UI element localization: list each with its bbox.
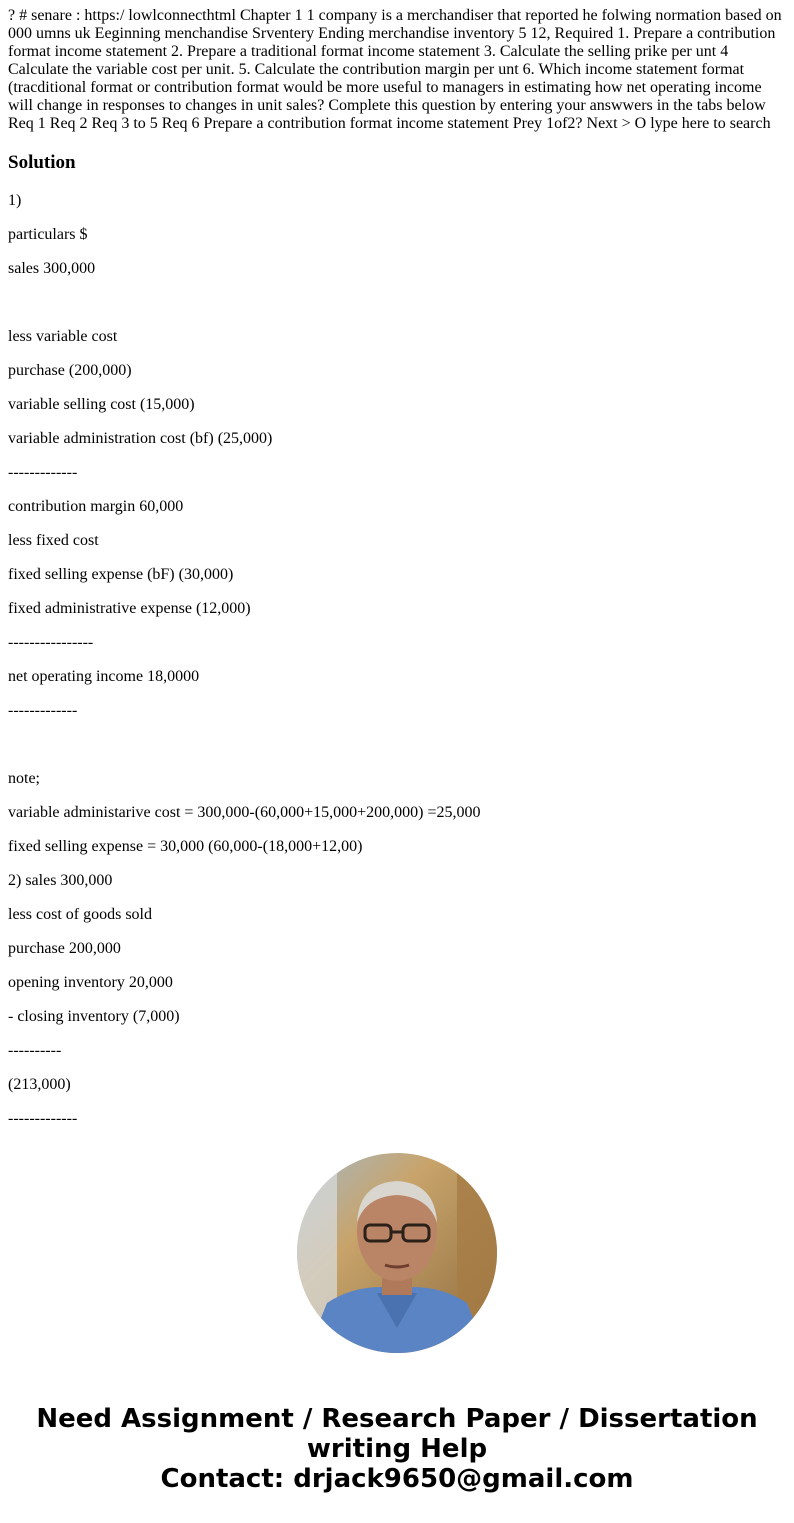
solution-line [8, 736, 788, 770]
solution-line: - closing inventory (7,000) [8, 1008, 180, 1025]
solution-line: fixed selling expense = 30,000 (60,000-(18,000+12,00) [8, 838, 363, 855]
solution-line: opening inventory 20,000 [8, 974, 173, 991]
solution-line: variable selling cost (15,000) [8, 396, 195, 413]
solution-line: less variable cost [8, 328, 118, 345]
avatar [297, 1153, 497, 1353]
solution-line: (213,000) [8, 1076, 71, 1093]
solution-line: 2) sales 300,000 [8, 872, 113, 889]
solution-line: purchase (200,000) [8, 362, 132, 379]
solution-line: contribution margin 60,000 [8, 498, 184, 515]
avatar-portrait [297, 1153, 497, 1353]
solution-line: ------------- [8, 1110, 78, 1127]
solution-line: note; [8, 770, 40, 787]
promo-line-2: writing Help [306, 1434, 488, 1464]
solution-line: less cost of goods sold [8, 906, 152, 923]
solution-line [8, 294, 788, 328]
solution-line: net operating income 18,0000 [8, 668, 200, 685]
solution-line: sales 300,000 [8, 260, 96, 277]
solution-lines [8, 192, 788, 1144]
solution-line: ---------- [8, 1042, 62, 1059]
question-text: ? # senare : https:/ lowlconnecthtml Chapter 1 1 company is a merchandiser that reported he folwing normation based on 000 umns uk Eeginning menchandise Srventery Ending merchandise inventory 5 12, Required 1. Prepare a contribution format income statement 2. Prepare a traditional format income statement 3. Calculate the selling prike per unt 4 Calculate the variable cost per unit. 5. Calculate the contribution margin per unt 6. Which income statement format (tracditional format or contribution format would be more useful to managers in estimating how net operating income will change in responses to changes in unit sales? Complete this question by entering your answwers in the tabs below Req 1 Req 2 Req 3 to 5 Req 6 Prepare a contribution format income statement Prey 1of2? Next > O lype here to search [8, 7, 782, 132]
solution-line: ---------------- [8, 634, 94, 651]
solution-line: fixed selling expense (bF) (30,000) [8, 566, 234, 583]
solution-line: less fixed cost [8, 532, 99, 549]
promo-line-1: Need Assignment / Research Paper / Dissertation [36, 1404, 758, 1434]
solution-line: particulars $ [8, 226, 88, 243]
solution-heading: Solution [8, 152, 76, 173]
solution-line: ------------- [8, 702, 78, 719]
solution-line: ------------- [8, 464, 78, 481]
promo-banner [0, 1404, 794, 1494]
solution-line: variable administarive cost = 300,000-(60,000+15,000+200,000) =25,000 [8, 804, 481, 821]
solution-line: variable administration cost (bf) (25,000) [8, 430, 273, 447]
solution-line: purchase 200,000 [8, 940, 121, 957]
solution-line: fixed administrative expense (12,000) [8, 600, 251, 617]
solution-line: 1) [8, 192, 22, 209]
promo-contact: Contact: drjack9650@gmail.com [160, 1464, 634, 1494]
